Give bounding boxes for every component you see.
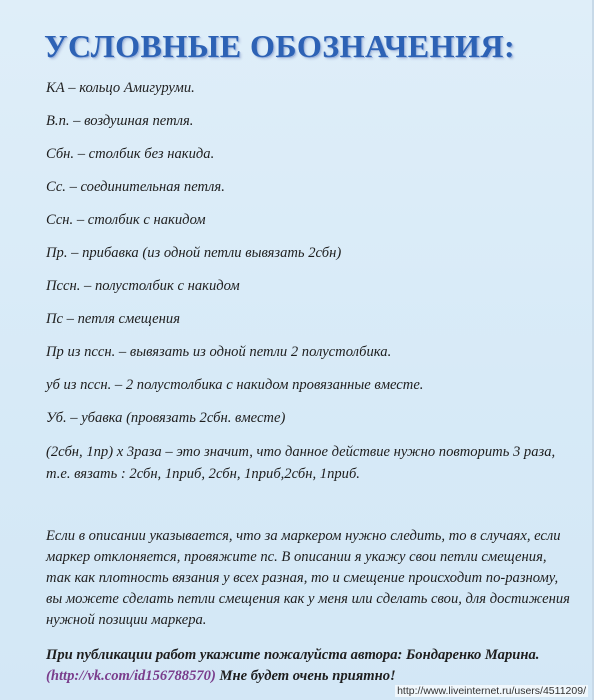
legend-item: Пр. – прибавка (из одной петли вывязать 2сбн) — [46, 245, 342, 261]
publication-text: При публикации работ укажите пожалуйста автора: Бондаренко Марина. — [46, 647, 540, 663]
legend-item: В.п. – воздушная петля. — [46, 113, 194, 129]
legend-item: Ссн. – столбик с накидом — [46, 212, 206, 228]
publication-note — [46, 645, 574, 687]
legend-item: Пс – петля смещения — [46, 311, 180, 327]
legend-item: Сбн. – столбик без накида. — [46, 146, 215, 162]
legend-item-repeat-example: (2сбн, 1пр) х 3раза – это значит, что данное действие нужно повторить 3 раза, т.е. вязать : 2сбн, 1приб, 2сбн, 1приб,2сбн, 1приб. — [46, 444, 556, 482]
watermark-url: http://www.liveinternet.ru/users/4511209/ — [397, 685, 586, 697]
legend-item: Сс. – соединительная петля. — [46, 179, 225, 195]
legend-item: Уб. – убавка (провязать 2сбн. вместе) — [46, 410, 286, 426]
legend-list — [46, 78, 566, 498]
page-title: УСЛОВНЫЕ ОБОЗНАЧЕНИЯ: — [44, 28, 516, 64]
author-profile-link[interactable]: (http://vk.com/id156788570) — [46, 668, 216, 684]
legend-item: уб из пссн. – 2 полустолбика с накидом провязанные вместе. — [46, 377, 424, 393]
legend-item: Пр из пссн. – вывязать из одной петли 2 полустолбика. — [46, 344, 392, 360]
marker-note-paragraph: Если в описании указывается, что за маркером нужно следить, то в случаях, если маркер отклоняется, провяжите пс. В описании я укажу свои петли смещения, так как плотность вязания у всех разная, то и смещение происходит по-разному, вы можете сделать петли смещения как у меня или сделать свои, для достижения нужной позиции маркера. — [46, 528, 570, 628]
publication-thanks: Мне будет очень приятно! — [219, 668, 396, 684]
legend-item: Пссн. – полустолбик с накидом — [46, 278, 240, 294]
legend-item: КА – кольцо Амигуруми. — [46, 80, 195, 96]
